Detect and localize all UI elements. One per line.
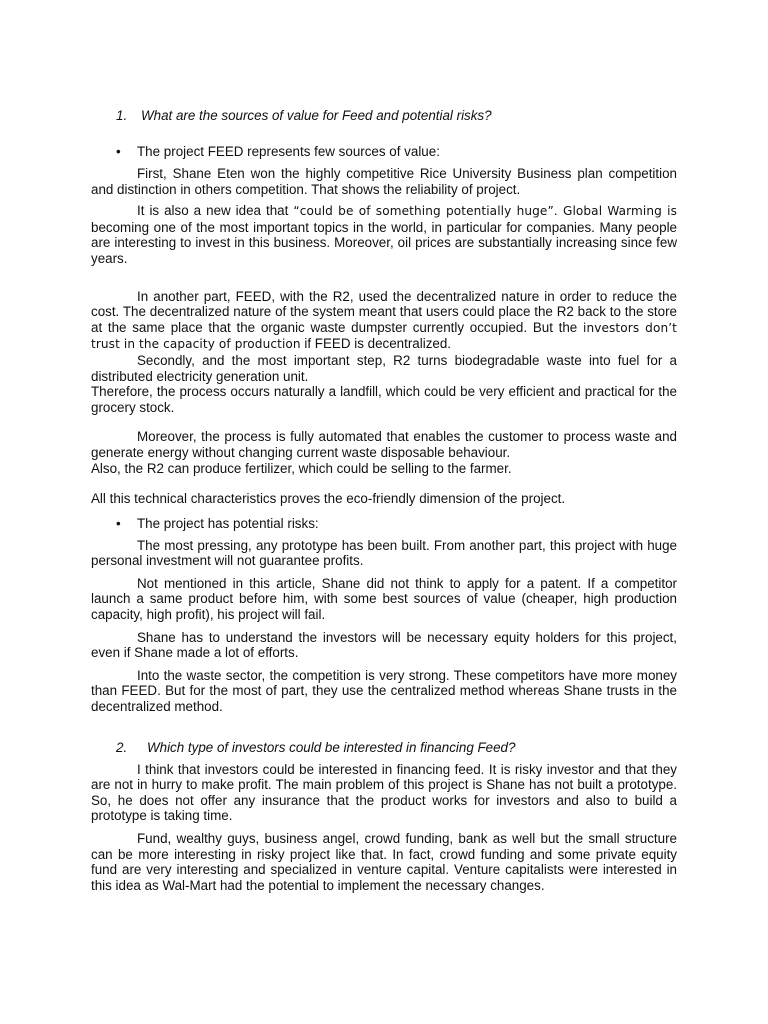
paragraph: Into the waste sector, the competition is very strong. These competitors have more money than FEED. But for the most of part, they use the centralized method whereas Shane trusts in the decentralized method. — [91, 667, 677, 715]
paragraph: Shane has to understand the investors will be necessary equity holders for this project, even if Shane made a lot of efforts. — [91, 629, 677, 661]
bullet-text: The project has potential risks: — [137, 515, 319, 531]
paragraph-segment: becoming one of the most important topics in the world, in particular for companies. Many people are interesting to invest in this business. Moreover, oil prices are substantially increasing since few years. — [91, 219, 677, 266]
paragraph: The most pressing, any prototype has been built. From another part, this project with huge personal investment will not guarantee profits. — [91, 537, 677, 569]
question-text: Which type of investors could be interested in financing Feed? — [147, 739, 516, 755]
paragraph: All this technical characteristics proves the eco-friendly dimension of the project. — [91, 491, 566, 507]
question-number: 2. — [116, 739, 128, 755]
paragraph — [91, 289, 677, 353]
bullet-text: The project FEED represents few sources of value: — [137, 144, 440, 159]
question-number: 1. — [116, 108, 128, 123]
paragraph-segment: It is also a new idea that — [137, 203, 294, 219]
highlighted-segment: investors don’t trust in the capacity of production — [91, 320, 677, 352]
paragraph: Not mentioned in this article, Shane did not think to apply for a patent. If a competitor launch a same product before him, with some best sources of value (cheaper, high production capacity, high profit), his project will fail. — [91, 575, 677, 623]
paragraph: Fund, wealthy guys, business angel, crowd funding, bank as well but the small structure can be more interesting in risky project like that. In fact, crowd funding and some private equity fund are very interesting and specialized in venture capital. Venture capitalists were interested in this idea as Wal-Mart had the potential to implement the necessary changes. — [91, 831, 677, 893]
bullet-glyph: • — [116, 515, 121, 531]
paragraph: Moreover, the process is fully automated that enables the customer to process waste and generate energy without changing current waste disposable behaviour. — [91, 429, 677, 460]
paragraph-segment: In another part, FEED, with the R2, used the decentralized nature in order to reduce the cost. The decentralized nature of the system meant that users could place the R2 back to the store at the same place that the organic waste dumpster currently occupied. But the — [91, 288, 677, 335]
quoted-segment: “could be of something potentially huge”. Global Warming is — [293, 204, 677, 219]
bullet-glyph: • — [116, 144, 121, 159]
bullet-item — [116, 516, 677, 532]
paragraph: Therefore, the process occurs naturally a landfill, which could be very efficient and practical for the grocery stock. — [91, 384, 677, 415]
paragraph: Secondly, and the most important step, R2 turns biodegradable waste into fuel for a distributed electricity generation unit. — [91, 352, 677, 384]
question-1-heading — [116, 108, 677, 124]
question-text: What are the sources of value for Feed and potential risks? — [141, 108, 492, 123]
paragraph: Also, the R2 can produce fertilizer, which could be selling to the farmer. — [91, 460, 512, 476]
paragraph-segment: if FEED is decentralized. — [300, 336, 452, 352]
paragraph — [91, 203, 677, 266]
bullet-item — [116, 144, 677, 160]
paragraph: I think that investors could be interested in financing feed. It is risky investor and that they are not in hurry to make profit. The main problem of this project is Shane has not built a prototype. So, he does not offer any insurance that the product works for investors and also to build a prototype is taking time. — [91, 761, 677, 824]
question-2-heading — [116, 740, 677, 756]
paragraph: First, Shane Eten won the highly competitive Rice University Business plan competition and distinction in others competition. That shows the reliability of project. — [91, 166, 677, 197]
